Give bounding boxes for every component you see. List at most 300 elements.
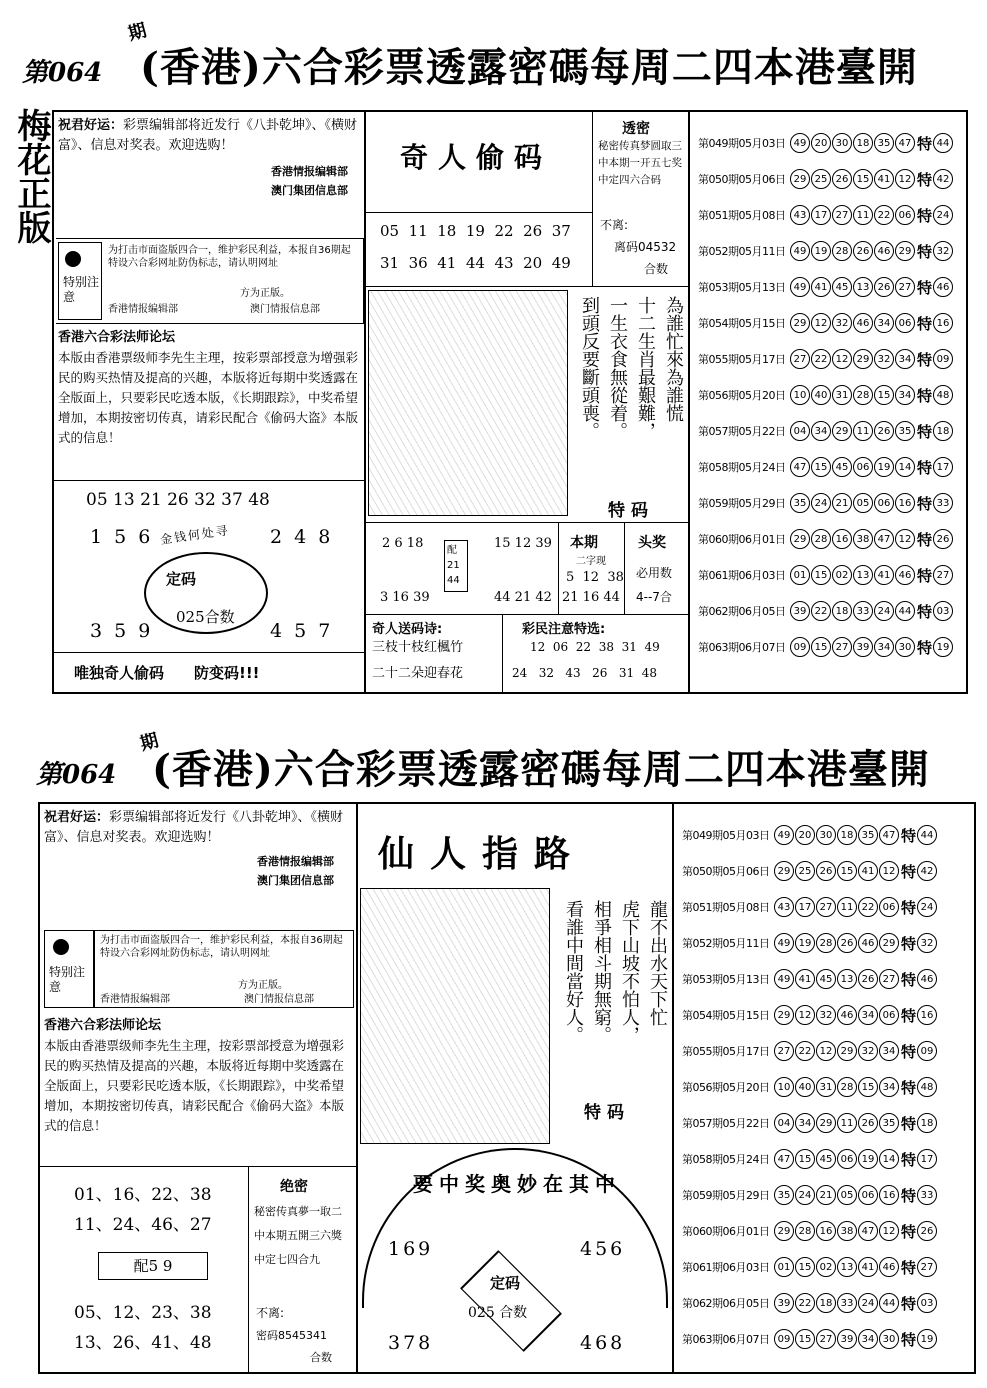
number-ball: 29 bbox=[774, 861, 794, 881]
number-ball: 12 bbox=[879, 1221, 899, 1241]
number-ball: 19 bbox=[795, 933, 815, 953]
number-ball: 19 bbox=[874, 457, 894, 477]
number-ball: 04 bbox=[790, 421, 810, 441]
number-ball: 33 bbox=[837, 1293, 857, 1313]
number-ball: 20 bbox=[811, 133, 831, 153]
number-ball: 45 bbox=[816, 969, 836, 989]
number-ball: 21 bbox=[832, 493, 852, 513]
result-row bbox=[678, 818, 972, 852]
forum-title: 香港六合彩法师论坛 bbox=[44, 1018, 162, 1033]
number-ball: 24 bbox=[917, 897, 937, 917]
number-ball: 41 bbox=[858, 1257, 878, 1277]
number-ball: 26 bbox=[917, 1221, 937, 1241]
number-ball: 33 bbox=[933, 493, 953, 513]
special-label: 特 bbox=[917, 242, 933, 261]
bottom-forum bbox=[44, 1016, 350, 1166]
number-ball: 17 bbox=[811, 205, 831, 225]
draw-date: 第060期06月01日 bbox=[698, 533, 786, 546]
mix-l1: 2 6 18 bbox=[382, 536, 424, 551]
number-ball: 29 bbox=[816, 1113, 836, 1133]
number-ball: 12 bbox=[832, 349, 852, 369]
number-ball: 35 bbox=[895, 421, 915, 441]
forum-title: 香港六合彩法师论坛 bbox=[58, 330, 176, 345]
number-ball: 28 bbox=[811, 529, 831, 549]
number-ball: 41 bbox=[795, 969, 815, 989]
forum bbox=[58, 328, 360, 478]
mid-col-left-border bbox=[364, 110, 366, 694]
number-ball: 34 bbox=[879, 1041, 899, 1061]
number-ball: 41 bbox=[858, 861, 878, 881]
number-ball: 14 bbox=[895, 457, 915, 477]
list-l3: 05、12、23、38 bbox=[74, 1303, 212, 1323]
notice-sign1: 香港情报编辑部 bbox=[271, 165, 348, 178]
number-ball: 28 bbox=[816, 933, 836, 953]
number-ball: 27 bbox=[895, 277, 915, 297]
special-label: 特 bbox=[917, 350, 933, 369]
special-label: 特 bbox=[917, 134, 933, 153]
number-ball: 34 bbox=[879, 1077, 899, 1097]
number-ball: 12 bbox=[795, 1005, 815, 1025]
special-text: 为打击市面盗版四合一，维护彩民利益，本报自36期起特设六合彩网址防伪标志，请认明网址 bbox=[100, 935, 343, 959]
number-ball: 46 bbox=[874, 241, 894, 261]
draw-date: 第053期05月13日 bbox=[682, 973, 770, 986]
top-qi-label: 期 bbox=[125, 19, 149, 45]
notice-text: 彩票编辑部将近发行《八卦乾坤》、《横财富》、信息对奖表。欢迎选购！ bbox=[58, 118, 358, 153]
poem-col-1: 為誰忙來為誰慌 bbox=[663, 296, 684, 422]
special-label: 特 bbox=[901, 1150, 917, 1169]
number-ball: 46 bbox=[879, 1257, 899, 1277]
number-ball: 28 bbox=[832, 241, 852, 261]
caimin-title: 彩民注意特选: bbox=[522, 622, 606, 637]
number-ball: 29 bbox=[832, 421, 852, 441]
top-special-label-box bbox=[58, 242, 102, 320]
number-ball: 29 bbox=[895, 241, 915, 261]
special-label: 特 bbox=[901, 970, 917, 989]
benqi-title: 本期 bbox=[570, 535, 598, 551]
draw-date: 第058期05月24日 bbox=[682, 1153, 770, 1166]
top-notice bbox=[58, 116, 360, 236]
draw-date: 第057期05月22日 bbox=[682, 1117, 770, 1130]
number-ball: 09 bbox=[933, 349, 953, 369]
number-ball: 22 bbox=[858, 897, 878, 917]
result-row bbox=[694, 198, 964, 232]
special-label: 特 bbox=[917, 494, 933, 513]
special-label: 特 bbox=[901, 862, 917, 881]
number-ball: 25 bbox=[795, 861, 815, 881]
bottom-arc-text: 要中奖奥妙在其中 bbox=[413, 1172, 621, 1196]
draw-date: 第055期05月17日 bbox=[698, 353, 786, 366]
number-ball: 27 bbox=[917, 1257, 937, 1277]
songma-divider bbox=[364, 614, 688, 615]
notice-greeting: 祝君好运： bbox=[58, 118, 124, 133]
number-ball: 29 bbox=[879, 933, 899, 953]
mix-r1: 15 12 39 bbox=[494, 536, 552, 551]
result-row bbox=[694, 630, 964, 664]
qiren-row2: 31 36 41 44 43 20 49 bbox=[380, 254, 571, 272]
number-ball: 32 bbox=[858, 1041, 878, 1061]
dingma-numbers: 05 13 21 26 32 37 48 bbox=[86, 490, 270, 510]
number-ball: 01 bbox=[774, 1257, 794, 1277]
draw-date: 第057期05月22日 bbox=[698, 425, 786, 438]
mix-divider bbox=[364, 522, 688, 523]
number-ball: 18 bbox=[853, 133, 873, 153]
toumi-title: 透密 bbox=[622, 121, 650, 137]
number-ball: 03 bbox=[933, 601, 953, 621]
result-row bbox=[678, 890, 972, 924]
number-ball: 06 bbox=[879, 897, 899, 917]
result-row bbox=[678, 1034, 972, 1068]
side-label: 梅花正版 bbox=[11, 108, 51, 244]
result-row bbox=[678, 1178, 972, 1212]
number-ball: 29 bbox=[790, 313, 810, 333]
special-label: 特别注意 bbox=[63, 275, 100, 304]
number-ball: 34 bbox=[874, 637, 894, 657]
special-text: 为打击市面盗版四合一，维护彩民利益，本报自36期起特设六合彩网址防伪标志，请认明网址 bbox=[108, 245, 351, 269]
number-ball: 03 bbox=[917, 1293, 937, 1313]
number-ball: 31 bbox=[816, 1077, 836, 1097]
number-ball: 09 bbox=[774, 1329, 794, 1349]
number-ball: 34 bbox=[895, 385, 915, 405]
number-ball: 44 bbox=[895, 601, 915, 621]
number-ball: 06 bbox=[879, 1005, 899, 1025]
draw-date: 第050期05月06日 bbox=[698, 173, 786, 186]
number-ball: 21 bbox=[816, 1185, 836, 1205]
number-ball: 28 bbox=[837, 1077, 857, 1097]
special-label: 特 bbox=[917, 314, 933, 333]
juemi-text: 秘密传真夢一取二中本期五開三六獎中定七四合九 bbox=[254, 1205, 342, 1266]
special-label: 特 bbox=[901, 1114, 917, 1133]
number-ball: 27 bbox=[790, 349, 810, 369]
number-ball: 13 bbox=[853, 277, 873, 297]
number-ball: 26 bbox=[832, 169, 852, 189]
songma-title: 奇人送码诗: bbox=[372, 622, 443, 637]
number-ball: 16 bbox=[879, 1185, 899, 1205]
top-issue-number: 第064 bbox=[22, 58, 103, 88]
number-ball: 16 bbox=[895, 493, 915, 513]
juemi-mima: 密码8545341 bbox=[256, 1329, 327, 1342]
draw-date: 第056期05月20日 bbox=[682, 1081, 770, 1094]
number-ball: 30 bbox=[816, 825, 836, 845]
poem-col-4: 看誰中間當好人。 bbox=[563, 900, 584, 1044]
special-text2: 方为正版。 bbox=[240, 288, 290, 299]
number-ball: 18 bbox=[917, 1113, 937, 1133]
poem-col-4: 到頭反要斷頭喪。 bbox=[579, 296, 600, 440]
number-ball: 15 bbox=[795, 1149, 815, 1169]
number-ball: 46 bbox=[917, 969, 937, 989]
top-slogan: 唯独奇人偷码 防变码!!! bbox=[74, 664, 260, 682]
number-ball: 05 bbox=[837, 1185, 857, 1205]
number-ball: 44 bbox=[879, 1293, 899, 1313]
bottom-dingma-he: 025 合数 bbox=[468, 1305, 528, 1321]
number-ball: 12 bbox=[816, 1041, 836, 1061]
number-ball: 34 bbox=[795, 1113, 815, 1133]
number-ball: 41 bbox=[811, 277, 831, 297]
number-ball: 39 bbox=[853, 637, 873, 657]
qiren-title: 奇人偷码 bbox=[400, 141, 553, 174]
number-ball: 43 bbox=[774, 897, 794, 917]
number-ball: 26 bbox=[858, 1113, 878, 1133]
toumi-lima: 离码04532 bbox=[614, 240, 677, 254]
number-ball: 41 bbox=[874, 565, 894, 585]
number-ball: 40 bbox=[811, 385, 831, 405]
mix-l2: 3 16 39 bbox=[380, 590, 430, 605]
number-ball: 27 bbox=[816, 1329, 836, 1349]
mid-col-right-border bbox=[688, 110, 690, 694]
number-ball: 12 bbox=[895, 169, 915, 189]
number-ball: 26 bbox=[837, 933, 857, 953]
number-ball: 27 bbox=[832, 205, 852, 225]
top-tema: 特码 bbox=[608, 501, 654, 521]
result-row bbox=[694, 594, 964, 628]
number-ball: 15 bbox=[858, 1077, 878, 1097]
top-poem bbox=[574, 296, 684, 486]
number-ball: 34 bbox=[858, 1329, 878, 1349]
number-ball: 06 bbox=[853, 457, 873, 477]
juemi-buli: 不离: bbox=[256, 1306, 285, 1320]
number-ball: 10 bbox=[790, 385, 810, 405]
caimin-l1: 12 06 22 38 31 49 bbox=[530, 640, 660, 654]
number-ball: 24 bbox=[933, 205, 953, 225]
result-row bbox=[694, 306, 964, 340]
number-ball: 10 bbox=[774, 1077, 794, 1097]
number-ball: 20 bbox=[795, 825, 815, 845]
bottom-dingma-bl: 378 bbox=[388, 1332, 434, 1354]
number-ball: 24 bbox=[858, 1293, 878, 1313]
special-label: 特 bbox=[917, 386, 933, 405]
special-label: 特 bbox=[901, 1222, 917, 1241]
draw-date: 第055期05月17日 bbox=[682, 1045, 770, 1058]
number-ball: 34 bbox=[811, 421, 831, 441]
number-ball: 41 bbox=[874, 169, 894, 189]
number-ball: 39 bbox=[837, 1329, 857, 1349]
notice-greeting: 祝君好运： bbox=[44, 810, 110, 825]
draw-date: 第049期05月03日 bbox=[698, 137, 786, 150]
special-label: 特 bbox=[901, 1186, 917, 1205]
toumi-text: 秘密传真梦圆取三中本期一开五七奖中定四六合码 bbox=[598, 140, 682, 186]
draw-date: 第063期06月07日 bbox=[682, 1333, 770, 1346]
bottom-dingma-tr: 456 bbox=[580, 1238, 626, 1260]
special-label: 特 bbox=[901, 1330, 917, 1349]
poem-col-3: 一生衣食無從着。 bbox=[607, 296, 628, 440]
top-results-table bbox=[694, 112, 964, 692]
result-row bbox=[694, 414, 964, 448]
number-ball: 26 bbox=[874, 277, 894, 297]
result-row bbox=[678, 1142, 972, 1176]
bottom-notice bbox=[44, 808, 346, 928]
list-l2: 11、24、46、27 bbox=[74, 1215, 212, 1235]
poem-col-1: 龍不出水天下忙 bbox=[647, 900, 668, 1026]
result-row bbox=[694, 378, 964, 412]
number-ball: 46 bbox=[853, 313, 873, 333]
result-row bbox=[694, 522, 964, 556]
number-ball: 16 bbox=[917, 1005, 937, 1025]
number-ball: 40 bbox=[795, 1077, 815, 1097]
number-ball: 15 bbox=[795, 1329, 815, 1349]
number-ball: 15 bbox=[795, 1257, 815, 1277]
number-ball: 49 bbox=[790, 133, 810, 153]
number-ball: 11 bbox=[837, 897, 857, 917]
bottom-right-border bbox=[672, 802, 674, 1374]
number-ball: 32 bbox=[832, 313, 852, 333]
mix-pei: 配21 44 bbox=[444, 540, 468, 592]
notice-sign2: 澳门集团信息部 bbox=[271, 184, 348, 197]
special-label: 特 bbox=[917, 170, 933, 189]
number-ball: 05 bbox=[853, 493, 873, 513]
result-row bbox=[678, 1214, 972, 1248]
bomb-icon bbox=[53, 939, 69, 955]
toumi-heshu: 合数 bbox=[644, 262, 669, 276]
number-ball: 26 bbox=[858, 969, 878, 989]
draw-date: 第053期05月13日 bbox=[698, 281, 786, 294]
number-ball: 19 bbox=[933, 637, 953, 657]
benqi-sub: 二字现 bbox=[576, 556, 606, 567]
special-label: 特 bbox=[901, 1042, 917, 1061]
number-ball: 32 bbox=[917, 933, 937, 953]
number-ball: 15 bbox=[853, 169, 873, 189]
bottom-tema: 特码 bbox=[584, 1103, 630, 1123]
number-ball: 35 bbox=[790, 493, 810, 513]
number-ball: 35 bbox=[858, 825, 878, 845]
result-row bbox=[694, 450, 964, 484]
number-ball: 49 bbox=[774, 933, 794, 953]
number-ball: 17 bbox=[795, 897, 815, 917]
number-ball: 17 bbox=[933, 457, 953, 477]
number-ball: 16 bbox=[933, 313, 953, 333]
number-ball: 32 bbox=[816, 1005, 836, 1025]
number-ball: 06 bbox=[874, 493, 894, 513]
dingma-tr: 2 4 8 bbox=[270, 526, 334, 548]
forum-text: 本版由香港票级师李先生主理，按彩票部授意为增强彩民的购买热情及提高的兴趣，本版将近每期中奖透露在全版面上，只要彩民吃透本版，《长期跟踪》，中奖希望增加，本期按密切传真，请彩民配合《偷码大盗》本版式的信息！ bbox=[44, 1038, 345, 1133]
number-ball: 31 bbox=[832, 385, 852, 405]
number-ball: 12 bbox=[895, 529, 915, 549]
number-ball: 06 bbox=[837, 1149, 857, 1169]
draw-date: 第062期06月05日 bbox=[682, 1297, 770, 1310]
special-label: 特 bbox=[901, 1006, 917, 1025]
number-ball: 27 bbox=[816, 897, 836, 917]
result-row bbox=[678, 998, 972, 1032]
number-ball: 19 bbox=[811, 241, 831, 261]
number-ball: 19 bbox=[917, 1329, 937, 1349]
number-ball: 28 bbox=[853, 385, 873, 405]
number-ball: 44 bbox=[917, 825, 937, 845]
special-text2: 方为正版。 bbox=[238, 980, 288, 991]
bottom-dingma-label: 定码 bbox=[490, 1274, 521, 1292]
special-label: 特别注意 bbox=[49, 965, 86, 994]
number-ball: 34 bbox=[895, 349, 915, 369]
number-ball: 15 bbox=[811, 637, 831, 657]
caimin-l2: 24 32 43 26 31 48 bbox=[512, 666, 658, 680]
slogan-divider bbox=[52, 652, 364, 653]
toujiang-l1: 必用数 bbox=[636, 566, 673, 580]
special-label: 特 bbox=[901, 1078, 917, 1097]
number-ball: 47 bbox=[774, 1149, 794, 1169]
number-ball: 06 bbox=[858, 1185, 878, 1205]
number-ball: 26 bbox=[874, 421, 894, 441]
draw-date: 第054期05月15日 bbox=[682, 1009, 770, 1022]
dingma-tl: 1 5 6 bbox=[90, 526, 154, 548]
result-row bbox=[678, 1106, 972, 1140]
result-row bbox=[678, 1250, 972, 1284]
number-ball: 18 bbox=[816, 1293, 836, 1313]
number-ball: 13 bbox=[837, 969, 857, 989]
number-ball: 32 bbox=[874, 349, 894, 369]
bottom-dingma-tl: 169 bbox=[388, 1238, 434, 1260]
number-ball: 27 bbox=[933, 565, 953, 585]
draw-date: 第052期05月11日 bbox=[698, 245, 786, 258]
special-label: 特 bbox=[901, 826, 917, 845]
number-ball: 46 bbox=[895, 565, 915, 585]
landscape-illustration bbox=[368, 290, 568, 516]
number-ball: 24 bbox=[795, 1185, 815, 1205]
list-pei: 配5 9 bbox=[98, 1252, 208, 1280]
toumi-buli: 不离: bbox=[600, 218, 629, 232]
notice-sign2: 澳门集团信息部 bbox=[257, 874, 334, 887]
draw-date: 第063期06月07日 bbox=[698, 641, 786, 654]
sage-illustration bbox=[360, 888, 550, 1144]
number-ball: 45 bbox=[832, 457, 852, 477]
number-ball: 24 bbox=[811, 493, 831, 513]
number-ball: 27 bbox=[832, 637, 852, 657]
number-ball: 09 bbox=[790, 637, 810, 657]
number-ball: 28 bbox=[795, 1221, 815, 1241]
number-ball: 47 bbox=[790, 457, 810, 477]
result-row bbox=[694, 162, 964, 196]
poem-col-2: 虎下山坡不怕人， bbox=[619, 900, 640, 1044]
number-ball: 11 bbox=[837, 1113, 857, 1133]
number-ball: 14 bbox=[879, 1149, 899, 1169]
special-label: 特 bbox=[901, 1258, 917, 1277]
number-ball: 46 bbox=[933, 277, 953, 297]
bottom-qi-label: 期 bbox=[137, 729, 161, 755]
number-ball: 18 bbox=[933, 421, 953, 441]
bottom-results-table bbox=[678, 806, 972, 1372]
juemi-heshu: 合数 bbox=[310, 1351, 332, 1364]
number-ball: 45 bbox=[832, 277, 852, 297]
draw-date: 第059期05月29日 bbox=[698, 497, 786, 510]
xianren-title: 仙人指路 bbox=[378, 833, 587, 875]
number-ball: 02 bbox=[832, 565, 852, 585]
result-row bbox=[678, 1070, 972, 1104]
number-ball: 22 bbox=[795, 1293, 815, 1313]
number-ball: 16 bbox=[816, 1221, 836, 1241]
bottom-mid-border bbox=[356, 802, 358, 1374]
bottom-header-title: (香港)六合彩票透露密碼每周二四本港臺開 bbox=[152, 746, 930, 793]
number-ball: 11 bbox=[853, 205, 873, 225]
number-ball: 12 bbox=[879, 861, 899, 881]
bottom-poem bbox=[556, 900, 668, 1090]
number-ball: 06 bbox=[895, 205, 915, 225]
result-row bbox=[678, 1322, 972, 1356]
list-l1: 01、16、22、38 bbox=[74, 1185, 212, 1205]
dingma-arc: 金钱何处寻 bbox=[159, 523, 231, 547]
special-label: 特 bbox=[917, 602, 933, 621]
result-row bbox=[694, 486, 964, 520]
number-ball: 38 bbox=[837, 1221, 857, 1241]
draw-date: 第061期06月03日 bbox=[682, 1261, 770, 1274]
number-ball: 17 bbox=[917, 1149, 937, 1169]
benqi-l2: 21 16 44 bbox=[562, 590, 620, 605]
number-ball: 34 bbox=[858, 1005, 878, 1025]
number-ball: 22 bbox=[811, 601, 831, 621]
number-ball: 44 bbox=[933, 133, 953, 153]
number-ball: 24 bbox=[874, 601, 894, 621]
number-ball: 15 bbox=[874, 385, 894, 405]
number-ball: 15 bbox=[811, 457, 831, 477]
juemi-title: 绝密 bbox=[280, 1179, 308, 1195]
number-ball: 26 bbox=[933, 529, 953, 549]
number-ball: 11 bbox=[853, 421, 873, 441]
number-ball: 45 bbox=[816, 1149, 836, 1169]
